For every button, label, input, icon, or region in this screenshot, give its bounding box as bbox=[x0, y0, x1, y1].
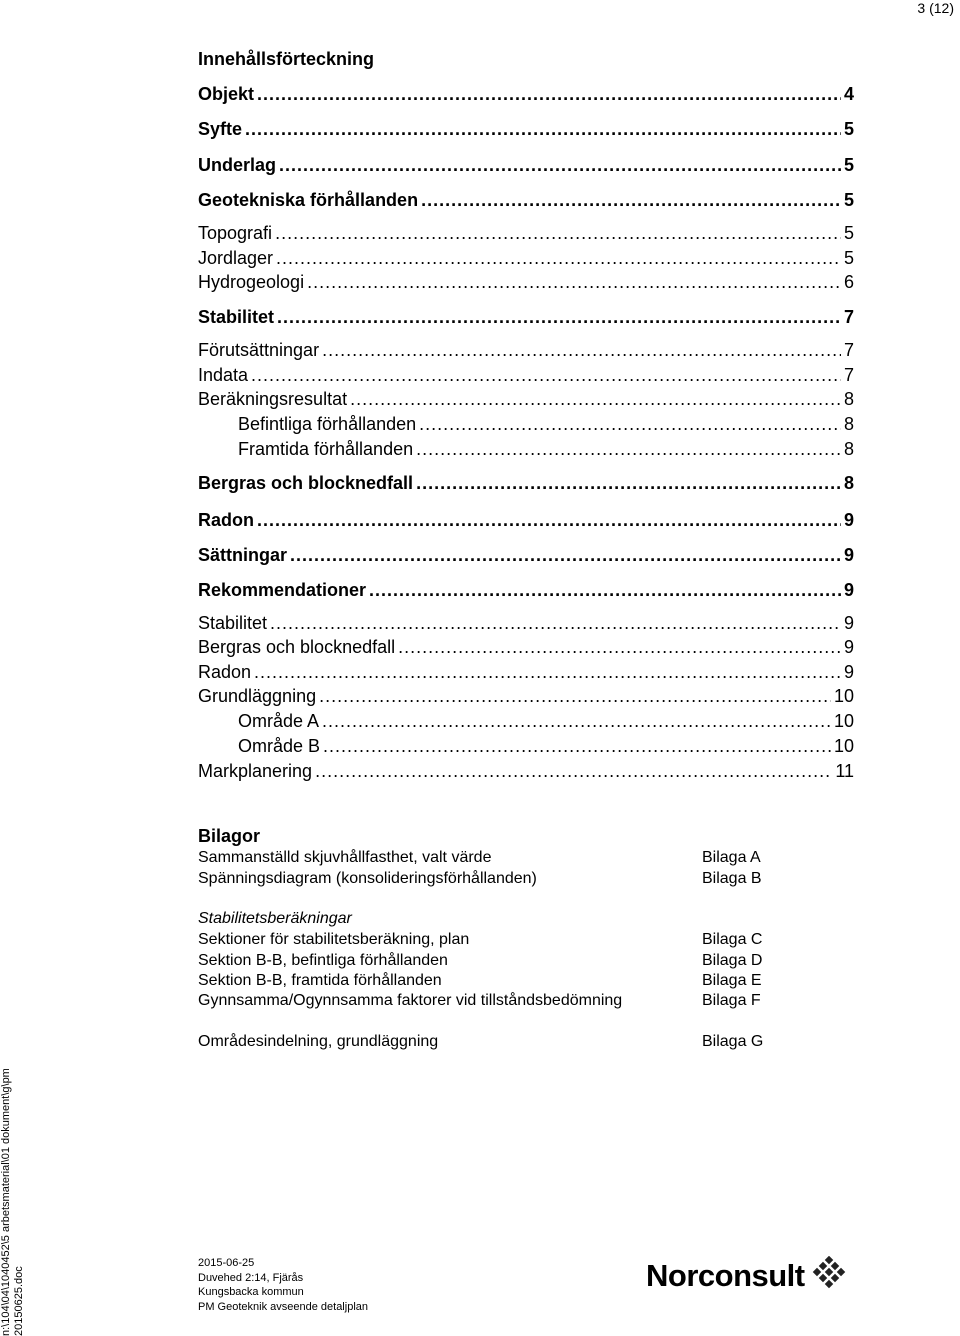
toc-entry-topografi[interactable] bbox=[198, 223, 854, 244]
toc-entry-label: Område A bbox=[238, 711, 320, 731]
toc-entry-label: Underlag bbox=[198, 155, 277, 175]
appendix-label: Bilaga F bbox=[702, 992, 761, 1009]
toc-entry-label: Markplanering bbox=[198, 761, 313, 781]
appendix-label: Bilaga E bbox=[702, 972, 762, 989]
toc-entry-bergras[interactable] bbox=[198, 473, 854, 494]
file-name-line: 20150625.doc bbox=[13, 1266, 25, 1336]
toc-entry-page: 8 bbox=[843, 414, 854, 434]
toc-entry-omrade-b[interactable] bbox=[198, 736, 854, 757]
toc-entry-page: 5 bbox=[843, 119, 854, 139]
file-path-line: n:\104\04\1040452\5 arbetsmaterial\01 dokument\g\pm bbox=[0, 1068, 12, 1336]
toc-entry-rek-bergras[interactable] bbox=[198, 637, 854, 658]
appendix-title: Sektion B-B, befintliga förhållanden bbox=[198, 952, 448, 969]
toc-entry-page: 9 bbox=[843, 545, 854, 565]
toc-entry-page: 5 bbox=[843, 223, 854, 243]
toc-entry-page: 4 bbox=[843, 84, 854, 104]
appendix-title: Sammanställd skjuvhållfasthet, valt värde bbox=[198, 849, 492, 866]
toc-entry-forutsattningar[interactable] bbox=[198, 340, 854, 361]
toc-entry-framtida[interactable] bbox=[198, 439, 854, 460]
toc-title: Innehållsförteckning bbox=[198, 49, 375, 69]
appendix-subheading: Stabilitetsberäkningar bbox=[198, 910, 352, 927]
appendix-label: Bilaga A bbox=[702, 849, 761, 866]
toc-entry-label: Jordlager bbox=[198, 248, 274, 268]
toc-entry-berakningsresultat[interactable] bbox=[198, 389, 854, 410]
toc-entry-page: 9 bbox=[843, 580, 854, 600]
appendix-label: Bilaga G bbox=[702, 1033, 764, 1050]
appendix-title: Sektion B-B, framtida förhållanden bbox=[198, 972, 442, 989]
toc-entry-label: Stabilitet bbox=[198, 613, 268, 633]
toc-entry-label: Område B bbox=[238, 736, 321, 756]
norconsult-logo bbox=[646, 1256, 849, 1296]
appendix-label: Bilaga D bbox=[702, 952, 763, 969]
toc-entry-radon[interactable] bbox=[198, 510, 854, 531]
appendix-title: Sektioner för stabilitetsberäkning, plan bbox=[198, 931, 470, 948]
appendix-label: Bilaga C bbox=[702, 931, 763, 948]
toc-entry-label: Förutsättningar bbox=[198, 340, 320, 360]
toc-entry-label: Rekommendationer bbox=[198, 580, 367, 600]
toc-entry-grundlaggning[interactable] bbox=[198, 686, 854, 707]
footer-date: 2015-06-25 bbox=[198, 1257, 255, 1269]
toc-entry-hydrogeologi[interactable] bbox=[198, 272, 854, 293]
footer bbox=[198, 1256, 368, 1314]
toc-entry-label: Topografi bbox=[198, 223, 273, 243]
toc-entry-page: 6 bbox=[843, 272, 854, 292]
toc-entry-page: 8 bbox=[843, 389, 854, 409]
page-number: 3 (12) bbox=[917, 0, 954, 16]
toc-entry-objekt[interactable] bbox=[198, 84, 854, 105]
toc-entry-label: Framtida förhållanden bbox=[238, 439, 414, 459]
toc-entry-page: 7 bbox=[843, 340, 854, 360]
toc-entry-syfte[interactable] bbox=[198, 119, 854, 140]
toc-entry-page: 5 bbox=[843, 248, 854, 268]
toc-entry-markplanering[interactable] bbox=[198, 761, 854, 782]
appendix-title: Gynnsamma/Ogynnsamma faktorer vid tillståndsbedömning bbox=[198, 992, 623, 1009]
toc-entry-label: Befintliga förhållanden bbox=[238, 414, 417, 434]
toc-entry-label: Grundläggning bbox=[198, 686, 317, 706]
appendix-title: Spänningsdiagram (konsolideringsförhållanden) bbox=[198, 870, 537, 887]
toc-entry-page: 10 bbox=[833, 711, 854, 731]
footer-doc-title: PM Geoteknik avseende detaljplan bbox=[198, 1300, 368, 1313]
appendix-title: Områdesindelning, grundläggning bbox=[198, 1033, 439, 1050]
toc-entry-label: Objekt bbox=[198, 84, 255, 104]
toc-entry-page: 8 bbox=[843, 473, 854, 493]
toc-entry-geotekniska[interactable] bbox=[198, 190, 854, 211]
toc-entry-befintliga[interactable] bbox=[198, 414, 854, 435]
toc-entry-label: Radon bbox=[198, 510, 254, 530]
toc-entry-page: 9 bbox=[843, 613, 854, 633]
toc-entry-omrade-a[interactable] bbox=[198, 711, 854, 732]
toc-entry-label: Sättningar bbox=[198, 545, 288, 565]
toc-entry-rek-stabilitet[interactable] bbox=[198, 613, 854, 634]
footer-property: Duvehed 2:14, Fjärås bbox=[198, 1271, 304, 1284]
toc-entry-page: 9 bbox=[843, 637, 854, 657]
toc-entry-label: Hydrogeologi bbox=[198, 272, 305, 292]
toc-entry-page: 11 bbox=[835, 761, 854, 781]
toc-entry-page: 7 bbox=[843, 307, 854, 327]
toc-entry-indata[interactable] bbox=[198, 365, 854, 386]
toc-entry-label: Syfte bbox=[198, 119, 243, 139]
toc-entry-page: 10 bbox=[833, 736, 854, 756]
toc-entry-page: 9 bbox=[843, 510, 854, 530]
toc-entry-label: Geotekniska förhållanden bbox=[198, 190, 419, 210]
toc-entry-page: 5 bbox=[843, 155, 854, 175]
logo-text: Norconsult bbox=[646, 1258, 805, 1293]
file-path-sidebar bbox=[0, 1068, 26, 1336]
toc-entry-jordlager[interactable] bbox=[198, 248, 854, 269]
appendix-label: Bilaga B bbox=[702, 870, 762, 887]
toc-entry-rekommendationer[interactable] bbox=[198, 580, 854, 601]
bilagor-title: Bilagor bbox=[198, 826, 261, 846]
diamond-lattice-icon bbox=[809, 1256, 849, 1296]
toc-entry-page: 9 bbox=[843, 662, 854, 682]
toc-entry-underlag[interactable] bbox=[198, 155, 854, 176]
toc-entry-label: Radon bbox=[198, 662, 252, 682]
toc-entry-page: 10 bbox=[833, 686, 854, 706]
toc-entry-page: 5 bbox=[843, 190, 854, 210]
toc-entry-rek-radon[interactable] bbox=[198, 662, 854, 683]
toc-entry-label: Bergras och blocknedfall bbox=[198, 473, 414, 493]
toc-entry-sattningar[interactable] bbox=[198, 545, 854, 566]
toc-entry-page: 8 bbox=[843, 439, 854, 459]
toc-entry-label: Beräkningsresultat bbox=[198, 389, 348, 409]
footer-municipality: Kungsbacka kommun bbox=[198, 1286, 304, 1298]
toc-entry-stabilitet[interactable] bbox=[198, 307, 854, 328]
toc-entry-page: 7 bbox=[843, 365, 854, 385]
toc-entry-label: Stabilitet bbox=[198, 307, 275, 327]
toc-entry-label: Indata bbox=[198, 365, 249, 385]
toc-entry-label: Bergras och blocknedfall bbox=[198, 637, 396, 657]
